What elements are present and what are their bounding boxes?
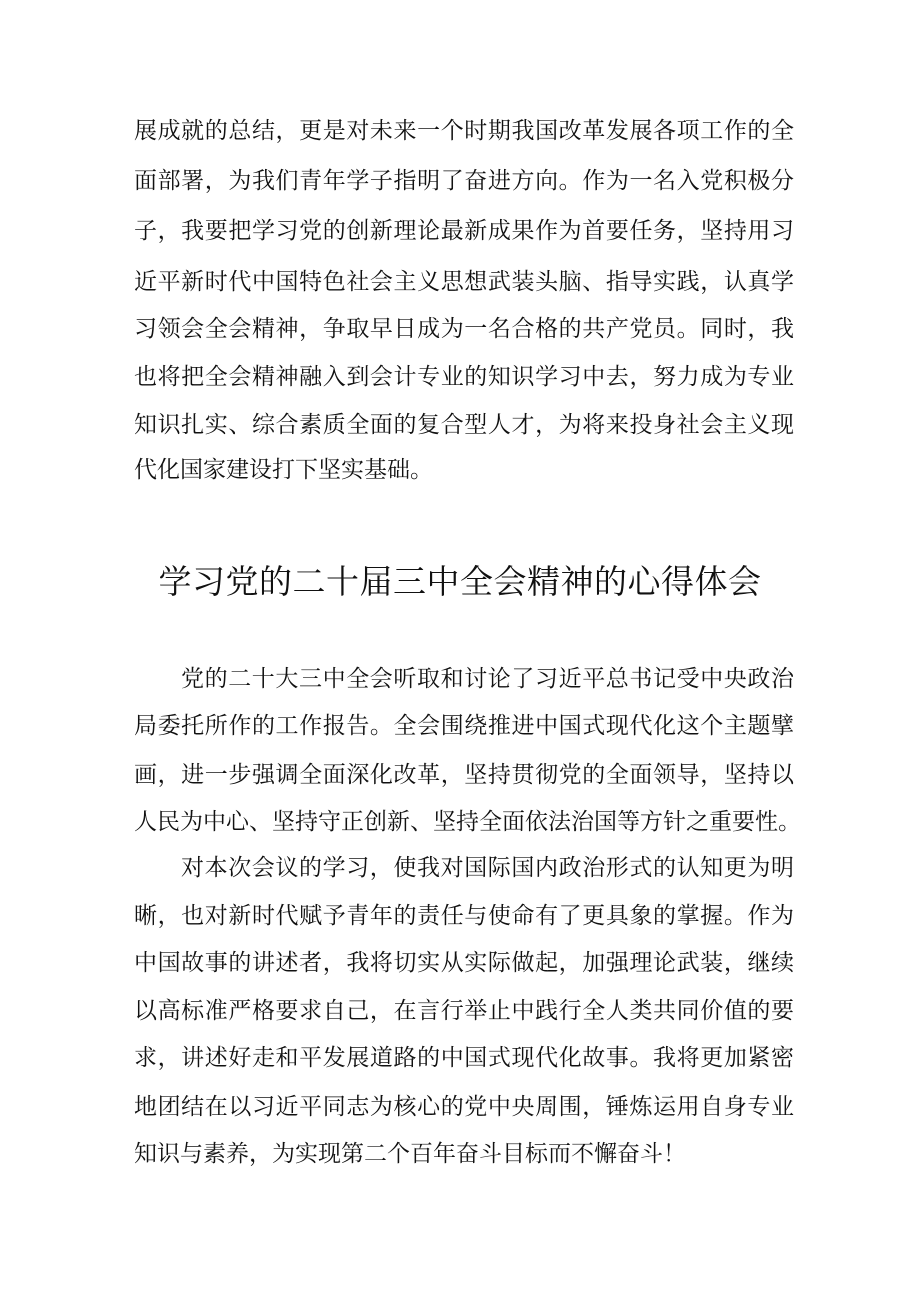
paragraph-line: 展成就的总结，更是对未来一个时期我国改革发展各项工作的全 bbox=[134, 118, 794, 144]
paragraph-line: 代化国家建设打下坚实基础。 bbox=[134, 457, 433, 483]
paragraph-line: 也将把全会精神融入到会计专业的知识学习中去，努力成为专业 bbox=[134, 364, 794, 390]
article-title: 学习党的二十届三中全会精神的心得体会 bbox=[158, 562, 762, 601]
paragraph-line: 求，讲述好走和平发展道路的中国式现代化故事。我将更加紧密 bbox=[134, 1045, 794, 1071]
paragraph-line: 党的二十大三中全会听取和讨论了习近平总书记受中央政治 bbox=[181, 666, 794, 692]
paragraph-line: 局委托所作的工作报告。全会围绕推进中国式现代化这个主题擘 bbox=[134, 713, 794, 739]
paragraph-line: 面部署，为我们青年学子指明了奋进方向。作为一名入党积极分 bbox=[134, 168, 794, 194]
paragraph-line: 知识扎实、综合素质全面的复合型人才，为将来投身社会主义现 bbox=[134, 412, 794, 438]
paragraph-line: 地团结在以习近平同志为核心的党中央周围，锤炼运用自身专业 bbox=[134, 1094, 794, 1120]
paragraph-line: 知识与素养，为实现第二个百年奋斗目标而不懈奋斗！ bbox=[134, 1141, 686, 1167]
paragraph-line: 近平新时代中国特色社会主义思想武装头脑、指导实践，认真学 bbox=[134, 269, 794, 295]
paragraph-line: 人民为中心、坚持守正创新、坚持全面依法治国等方针之重要性。 bbox=[134, 809, 801, 835]
paragraph-line: 对本次会议的学习，使我对国际国内政治形式的认知更为明 bbox=[181, 855, 794, 881]
paragraph-line: 以高标准严格要求自己，在言行举止中践行全人类共同价值的要 bbox=[134, 998, 794, 1024]
paragraph-line: 习领会全会精神，争取早日成为一名合格的共产党员。同时，我 bbox=[134, 316, 794, 342]
paragraph-line: 中国故事的讲述者，我将切实从实际做起，加强理论武装，继续 bbox=[134, 950, 794, 976]
paragraph-line: 画，进一步强调全面深化改革，坚持贯彻党的全面领导，坚持以 bbox=[134, 762, 794, 788]
paragraph-line: 子，我要把学习党的创新理论最新成果作为首要任务，坚持用习 bbox=[134, 218, 794, 244]
paragraph-line: 晰，也对新时代赋予青年的责任与使命有了更具象的掌握。作为 bbox=[134, 903, 794, 929]
